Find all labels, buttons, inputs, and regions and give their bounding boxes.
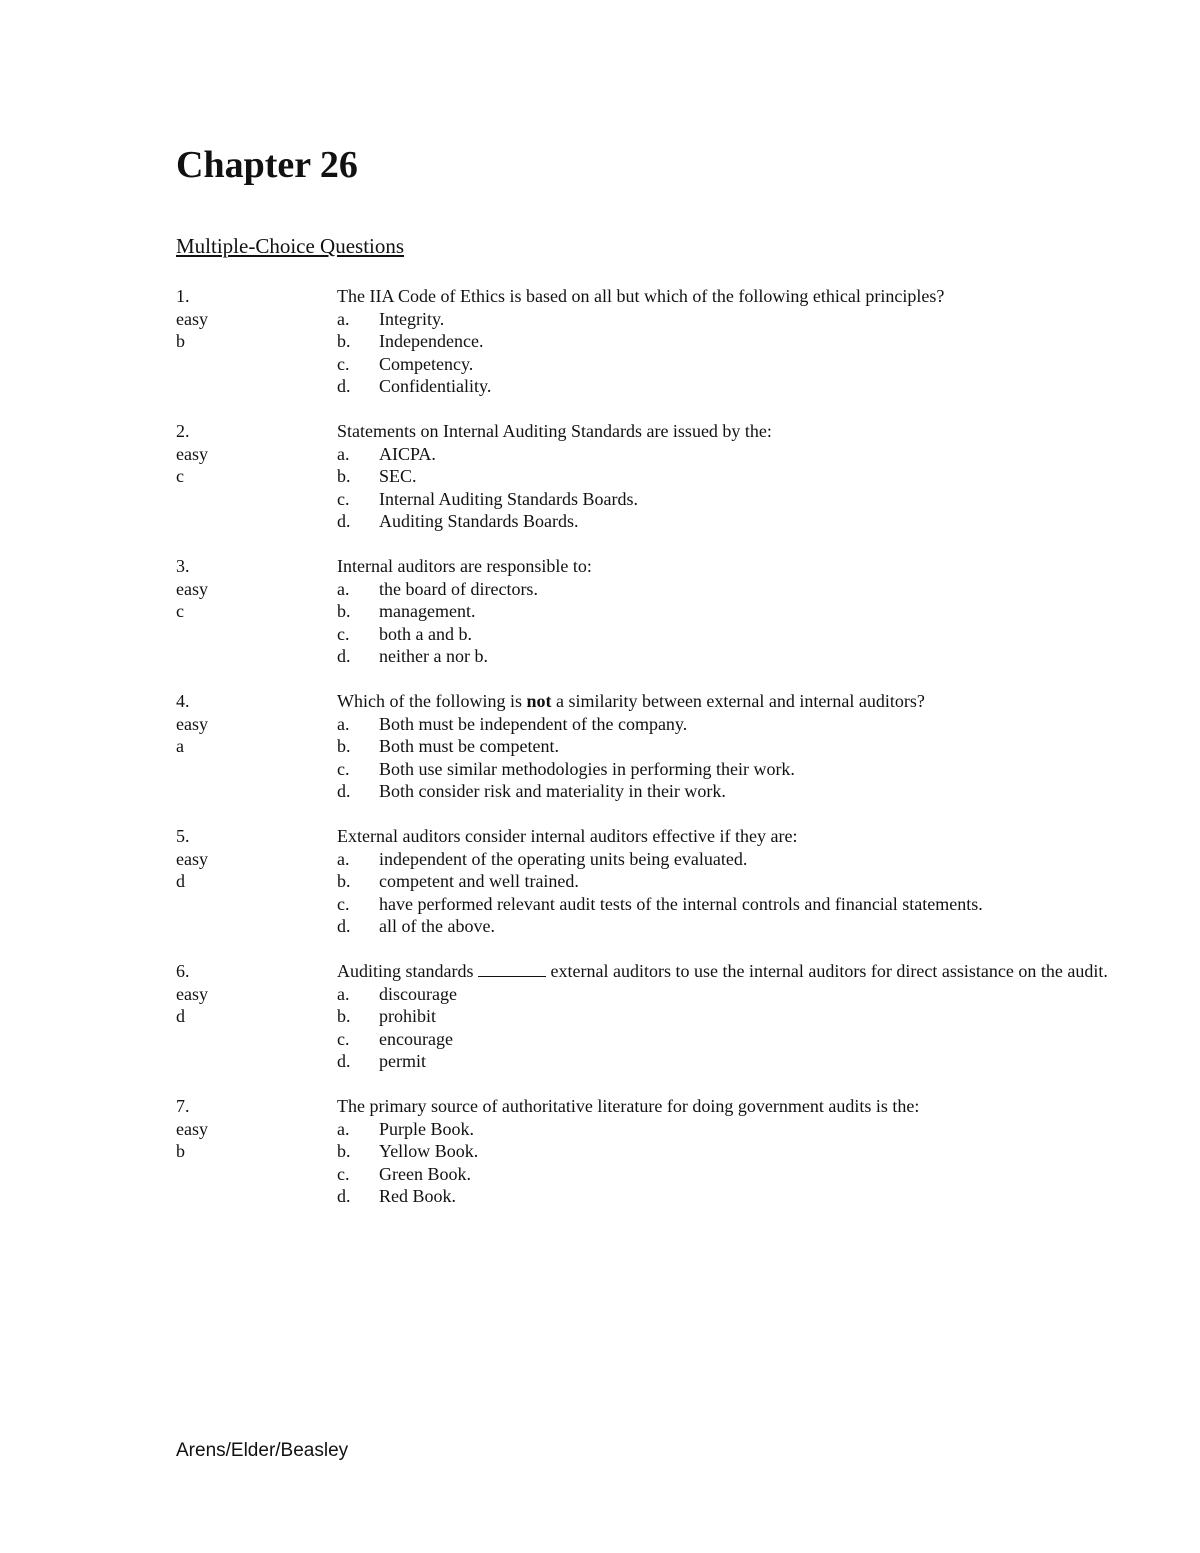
section-heading: Multiple-Choice Questions: [176, 234, 405, 258]
question-answer: b: [176, 331, 185, 351]
question-stem: Statements on Internal Auditing Standards are issued by the:: [337, 421, 772, 441]
question-stem: The primary source of authoritative literature for doing government audits is the:: [337, 1096, 920, 1116]
option-letter: c.: [337, 1028, 350, 1049]
question-meta: [176, 420, 326, 488]
question-answer: c: [176, 466, 184, 486]
option-text: neither a nor b.: [379, 646, 488, 666]
option-letter: d.: [337, 781, 351, 801]
question-list: [176, 285, 1116, 1230]
option-d: [337, 915, 1116, 938]
option-letter: b.: [337, 1006, 351, 1026]
option-text: discourage: [379, 983, 457, 1004]
option-text: Confidentiality.: [379, 376, 492, 396]
option-b: [337, 600, 1116, 623]
question-meta: [176, 960, 326, 1028]
question-4: [176, 690, 1116, 803]
option-letter: b.: [337, 871, 351, 891]
option-text: Both must be competent.: [379, 736, 559, 756]
option-a: [337, 713, 1116, 736]
option-text: Yellow Book.: [379, 1141, 479, 1161]
question-answer: a: [176, 736, 184, 756]
option-d: [337, 1050, 1116, 1073]
question-number: 1.: [176, 286, 190, 306]
option-letter: d.: [337, 646, 351, 666]
option-text: all of the above.: [379, 916, 495, 936]
stem-text: Auditing standards: [337, 961, 478, 981]
question-7: [176, 1095, 1116, 1208]
question-3: [176, 555, 1116, 668]
option-text: competent and well trained.: [379, 871, 579, 891]
option-b: [337, 1140, 1116, 1163]
option-letter: d.: [337, 1186, 351, 1206]
question-meta: [176, 555, 326, 623]
option-letter: a.: [337, 848, 350, 869]
option-b: [337, 330, 1116, 353]
question-2: [176, 420, 1116, 533]
option-text: SEC.: [379, 466, 417, 486]
option-c: [337, 893, 1116, 916]
question-meta: [176, 825, 326, 893]
question-number: 7.: [176, 1096, 190, 1116]
option-letter: a.: [337, 1118, 350, 1139]
option-d: [337, 375, 1116, 398]
question-meta: [176, 690, 326, 758]
option-a: [337, 308, 1116, 331]
question-difficulty: easy: [176, 983, 208, 1004]
chapter-title: Chapter 26: [176, 144, 358, 186]
option-letter: d.: [337, 376, 351, 396]
option-text: Both use similar methodologies in performing their work.: [379, 758, 795, 779]
option-d: [337, 510, 1116, 533]
option-text: Red Book.: [379, 1186, 457, 1206]
option-letter: a.: [337, 578, 350, 599]
option-text: Internal Auditing Standards Boards.: [379, 488, 638, 509]
option-letter: d.: [337, 916, 351, 936]
question-answer: b: [176, 1141, 185, 1161]
option-a: [337, 1118, 1116, 1141]
page-footer: Arens/Elder/Beasley: [176, 1440, 349, 1461]
option-letter: b.: [337, 601, 351, 621]
question-answer: d: [176, 1006, 185, 1026]
question-1: [176, 285, 1116, 398]
option-d: [337, 645, 1116, 668]
option-letter: a.: [337, 983, 350, 1004]
option-b: [337, 870, 1116, 893]
option-c: [337, 758, 1116, 781]
option-letter: c.: [337, 488, 350, 509]
option-text: management.: [379, 601, 476, 621]
option-text: independent of the operating units being evaluated.: [379, 848, 748, 869]
question-difficulty: easy: [176, 1118, 208, 1139]
option-b: [337, 465, 1116, 488]
question-difficulty: easy: [176, 308, 208, 329]
option-c: [337, 353, 1116, 376]
option-text: permit: [379, 1051, 426, 1071]
question-meta: [176, 285, 326, 353]
option-text: Auditing Standards Boards.: [379, 511, 579, 531]
question-stem: Internal auditors are responsible to:: [337, 556, 592, 576]
option-letter: c.: [337, 623, 350, 644]
option-letter: b.: [337, 736, 351, 756]
question-6: [176, 960, 1116, 1073]
question-stem: [337, 690, 1116, 713]
option-text: both a and b.: [379, 623, 472, 644]
option-letter: c.: [337, 893, 350, 914]
option-text: AICPA.: [379, 443, 436, 464]
question-number: 6.: [176, 961, 190, 981]
option-letter: a.: [337, 308, 350, 329]
option-text: prohibit: [379, 1006, 436, 1026]
stem-text: external auditors to use the internal auditors for direct assistance on the audit.: [546, 961, 1108, 981]
option-a: [337, 983, 1116, 1006]
option-a: [337, 848, 1116, 871]
question-answer: d: [176, 871, 185, 891]
fill-in-blank: [478, 960, 546, 977]
option-letter: a.: [337, 713, 350, 734]
option-d: [337, 780, 1116, 803]
option-letter: c.: [337, 353, 350, 374]
stem-text: a similarity between external and internal auditors?: [551, 691, 925, 711]
option-text: Integrity.: [379, 308, 445, 329]
question-difficulty: easy: [176, 713, 208, 734]
option-text: Both must be independent of the company.: [379, 713, 688, 734]
option-text: encourage: [379, 1028, 453, 1049]
question-difficulty: easy: [176, 443, 208, 464]
question-stem: External auditors consider internal auditors effective if they are:: [337, 826, 798, 846]
option-letter: c.: [337, 1163, 350, 1184]
stem-text: Which of the following is: [337, 691, 527, 711]
option-letter: d.: [337, 511, 351, 531]
option-text: Purple Book.: [379, 1118, 475, 1139]
stem-emphasis: not: [526, 691, 552, 711]
question-number: 5.: [176, 826, 190, 846]
option-text: the board of directors.: [379, 578, 538, 599]
question-difficulty: easy: [176, 578, 208, 599]
question-5: [176, 825, 1116, 938]
question-number: 3.: [176, 556, 190, 576]
option-letter: c.: [337, 758, 350, 779]
option-c: [337, 1028, 1116, 1051]
question-answer: c: [176, 601, 184, 621]
option-a: [337, 443, 1116, 466]
question-number: 2.: [176, 421, 190, 441]
option-letter: a.: [337, 443, 350, 464]
option-letter: b.: [337, 1141, 351, 1161]
option-letter: b.: [337, 331, 351, 351]
option-b: [337, 735, 1116, 758]
option-text: Independence.: [379, 331, 484, 351]
question-stem: [337, 960, 1116, 983]
question-stem: The IIA Code of Ethics is based on all but which of the following ethical principles?: [337, 286, 945, 306]
option-b: [337, 1005, 1116, 1028]
option-c: [337, 488, 1116, 511]
option-text: Competency.: [379, 353, 474, 374]
question-number: 4.: [176, 691, 190, 711]
question-meta: [176, 1095, 326, 1163]
option-text: have performed relevant audit tests of the internal controls and financial statements.: [379, 893, 983, 914]
option-letter: b.: [337, 466, 351, 486]
question-difficulty: easy: [176, 848, 208, 869]
option-c: [337, 1163, 1116, 1186]
option-a: [337, 578, 1116, 601]
option-text: Green Book.: [379, 1163, 471, 1184]
option-letter: d.: [337, 1051, 351, 1071]
option-c: [337, 623, 1116, 646]
option-d: [337, 1185, 1116, 1208]
option-text: Both consider risk and materiality in their work.: [379, 781, 726, 801]
